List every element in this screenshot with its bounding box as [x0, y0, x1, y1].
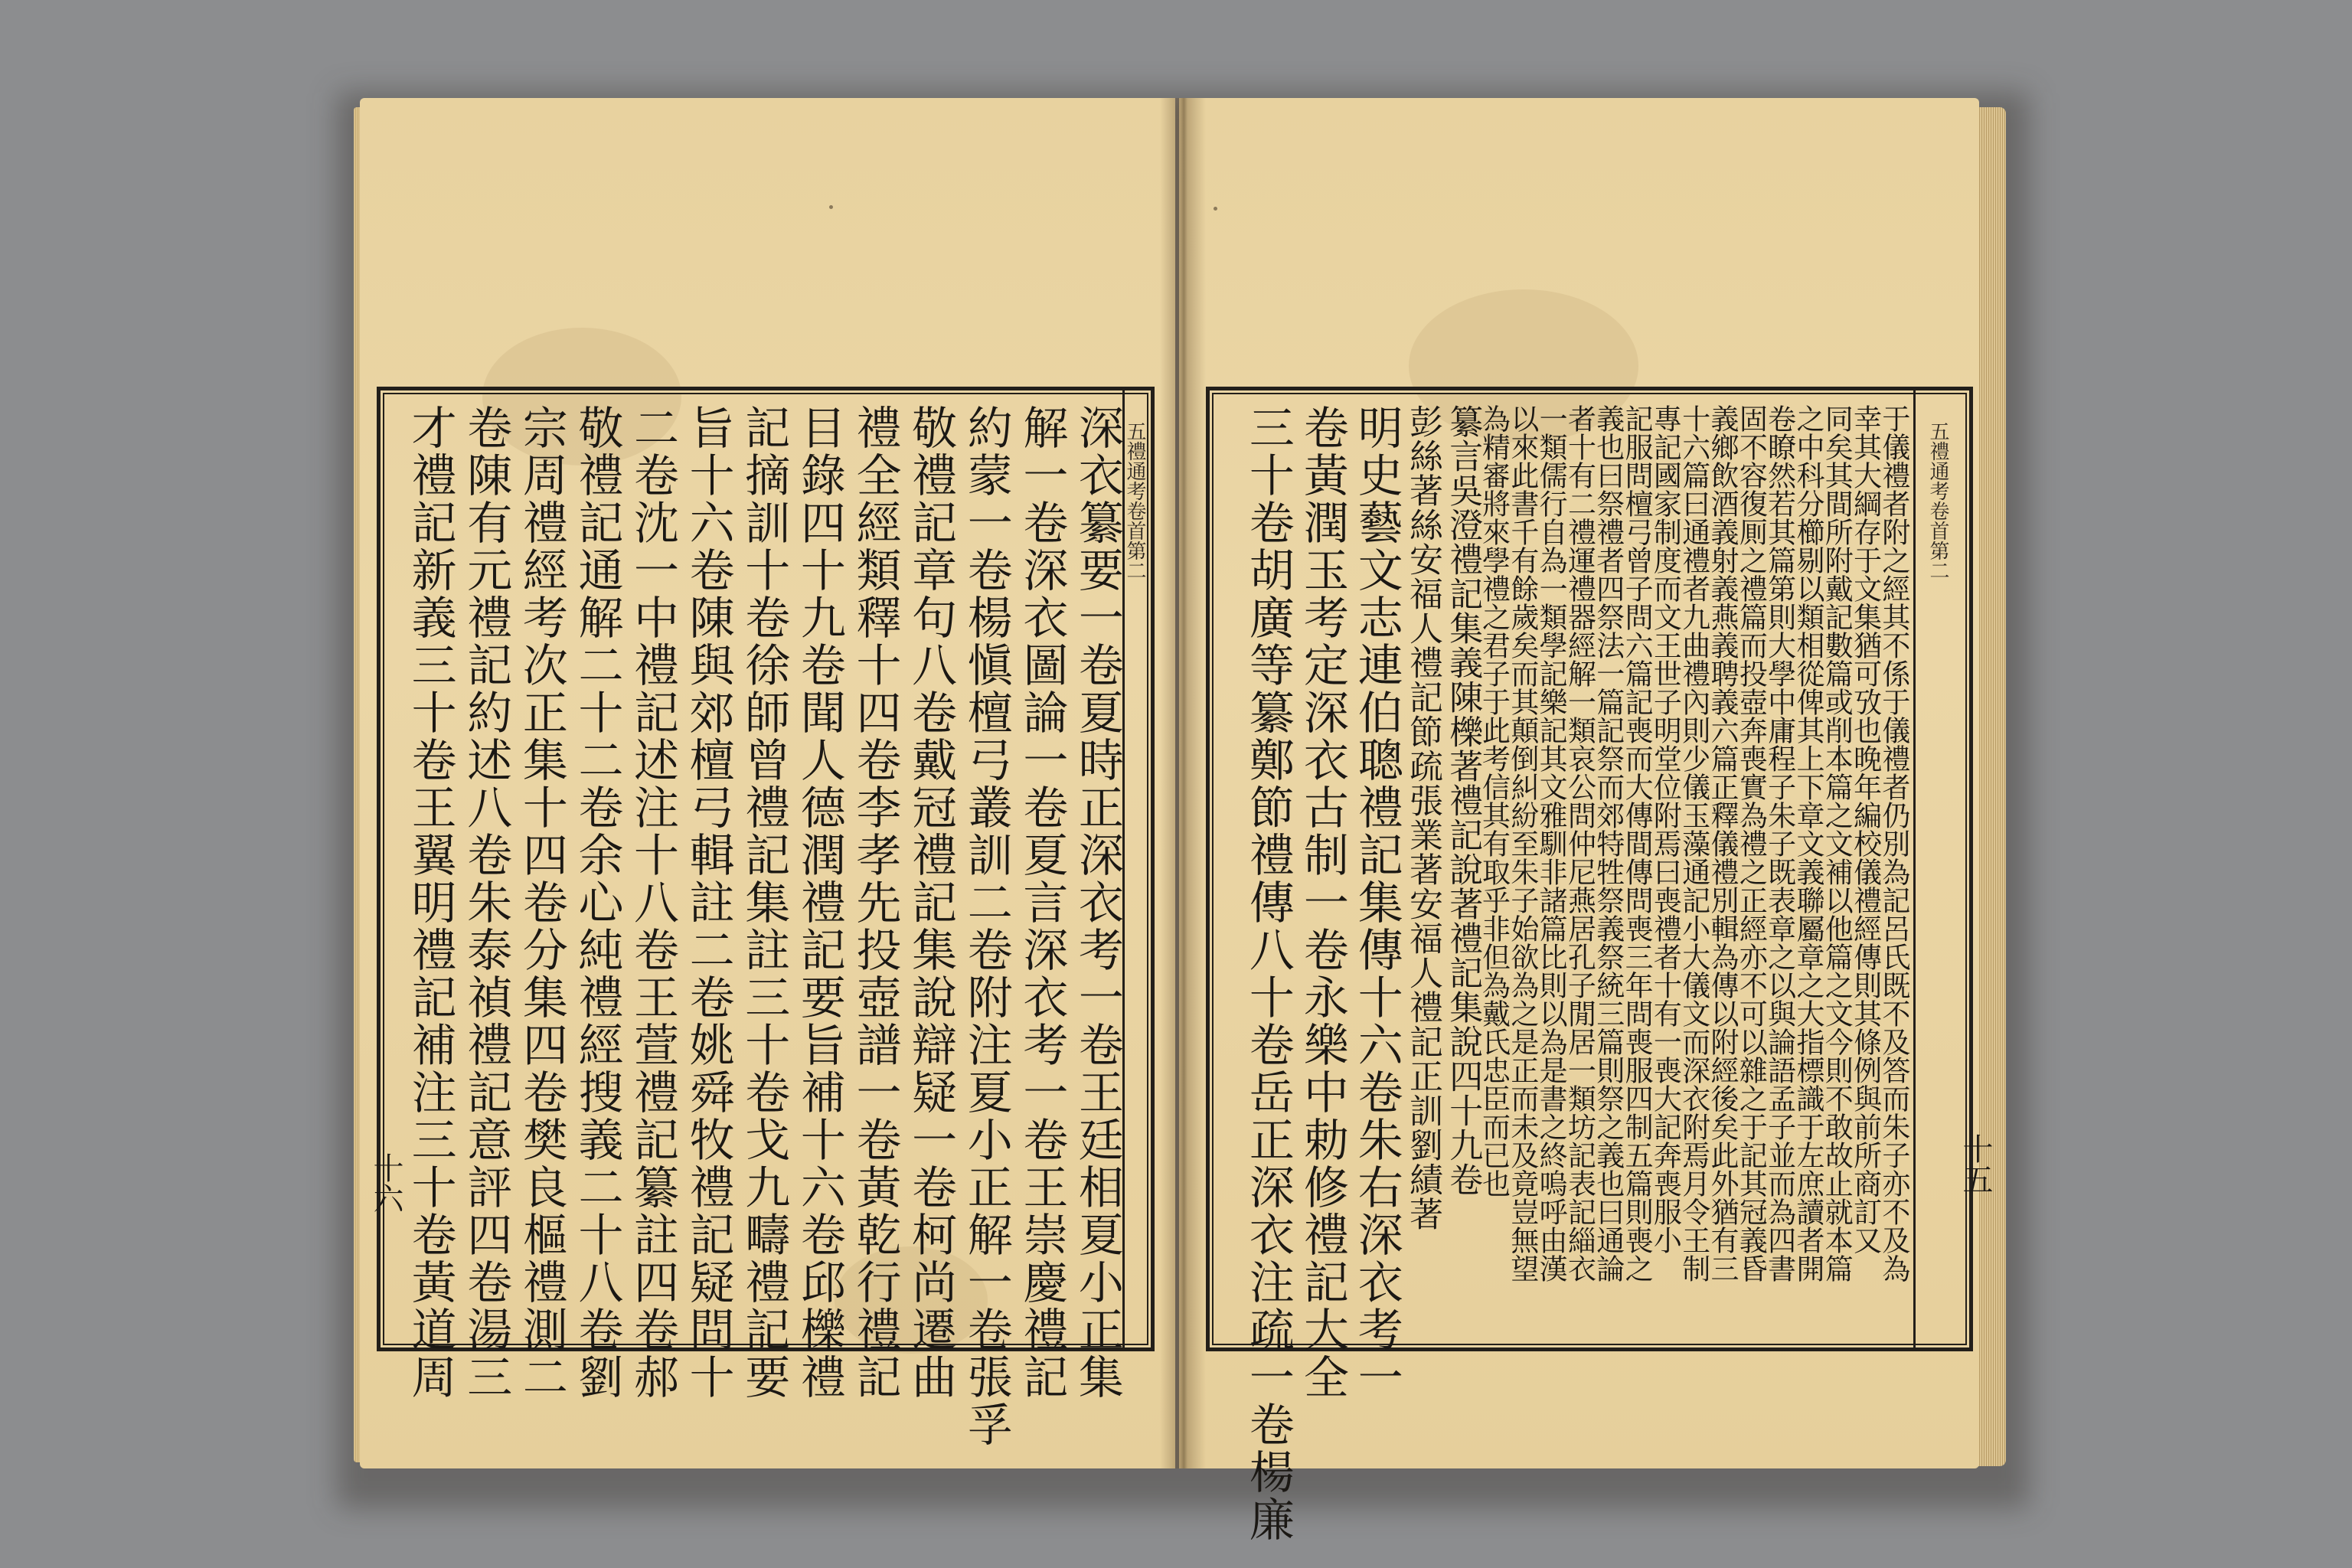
right-text-block [1206, 387, 1973, 1544]
text-column: 解一卷深衣圖論一卷夏言深衣考一卷王崇慶禮記 [1015, 404, 1069, 1401]
text-column: 記服問檀弓曾子問六篇記喪而大傳間傳問喪三年問喪服四制五篇則喪之 [1620, 404, 1654, 1282]
text-column: 一類儒行自為一類學記樂記其文雅馴非諸篇比則以為是書之終嗚呼由漢 [1534, 404, 1568, 1282]
left-fore-edge-strip [1122, 390, 1151, 1348]
text-column: 義也曰祭禮者四祭法一篇記祭而郊特牲祭義祭統三篇則祭之義也曰通論 [1591, 404, 1625, 1282]
text-column: 義鄉飲酒義射義燕義聘義六篇正釋儀禮別輯為傳以附經後矣此外猶有三 [1706, 404, 1740, 1282]
text-column: 卷黃潤玉考定深衣古制一卷永樂中勅修禮記大全 [1295, 404, 1349, 1401]
text-column: 敬禮記通解二十二卷余心純禮經搜義二十八卷劉 [570, 404, 624, 1401]
right-strip-title: 五禮通考卷首第二 [1926, 421, 1949, 580]
right-folio-number: 十五 [1958, 1133, 1993, 1194]
ink-speck [829, 205, 833, 209]
text-column: 才禮記新義三十卷王翼明禮記補注三十卷黃道周 [403, 404, 457, 1401]
text-column: 者十有二禮運禮器經解一類哀公問仲尼燕居孔子閒居一類坊記表記緇衣 [1563, 404, 1596, 1282]
text-column: 敬禮記章句八卷戴冠禮記集說辯疑一卷柯尚遷曲 [904, 404, 958, 1401]
text-column: 十六篇曰通禮者九曲禮內則少儀玉藻通記小大儀文而深衣附焉月令王制 [1677, 404, 1710, 1282]
text-column: 卷陳有元禮記約述八卷朱泰禎禮記意評四卷湯三 [459, 404, 513, 1401]
text-column: 二卷沈一中禮記述注十八卷王萱禮記纂註四卷郝 [626, 404, 680, 1401]
text-column: 禮全經類釋十四卷李孝先投壺譜一卷黃乾行禮記 [848, 404, 902, 1401]
text-column: 記摘訓十卷徐師曾禮記集註三十卷戈九疇禮記要 [737, 404, 791, 1401]
text-column: 為精審將來學禮之君子于此考信其有取乎非但為戴氏忠臣而已也 [1477, 404, 1511, 1197]
right-page-edges [1975, 107, 2006, 1466]
text-column: 卷瞭然若其篇第則大學中庸程子朱子既表章之以與論語孟子並而為四書 [1762, 404, 1796, 1282]
text-column: 于儀禮者附之經其不係于儀禮者仍別為記呂氏既不及答而朱子亦不及為 [1877, 404, 1910, 1282]
text-column: 旨十六卷陳與郊檀弓輯註二卷姚舜牧禮記疑問十 [681, 404, 735, 1401]
text-column: 深衣纂要一卷夏時正深衣考一卷王廷相夏小正集 [1070, 404, 1124, 1401]
left-columns [397, 390, 1124, 1449]
right-columns [1236, 390, 1910, 1544]
text-column: 宗周禮經考次正集十四卷分集四卷樊良樞禮測二 [514, 404, 568, 1401]
text-column: 專記國家制度而文王世子明堂位附焉曰喪禮者十有一喪大記奔喪服小 [1648, 404, 1682, 1254]
text-column: 彭絲著絲安福人禮記節疏張業著安福人禮記正訓劉績著 [1403, 404, 1442, 1231]
text-column: 纂言吳澄禮記集義陳櫟著禮記說著禮記集說四十九卷 [1443, 404, 1483, 1197]
text-column: 三十卷胡廣等纂鄭節禮傳八十卷岳正深衣注疏一卷楊廉 [1241, 404, 1295, 1544]
left-folio-number: 十六 [368, 1152, 403, 1214]
text-column: 目錄四十九卷聞人德潤禮記要旨補十六卷邱櫟禮 [792, 404, 846, 1401]
left-strip-title: 五禮通考卷首第二 [1123, 421, 1146, 580]
text-column: 以來此書千有餘歲矣而其顛倒糾紛至朱子始欲為之是正而未及竟豈無望 [1505, 404, 1539, 1282]
book-gutter [1160, 98, 1206, 1468]
ink-speck [1214, 207, 1217, 211]
text-column: 明史藝文志連伯聰禮記集傳十六卷朱右深衣考一 [1350, 404, 1403, 1401]
left-text-block [377, 387, 1155, 1449]
right-fore-edge-strip [1913, 390, 1969, 1348]
text-column: 同矣其間所附戴記數篇或削本篇之文補以他篇之文今則不敢故止就本篇 [1820, 404, 1854, 1282]
text-column: 之中科分櫛剔以類相從俾其上下章文義聯屬章之大指標識于左庶讀者開 [1791, 404, 1824, 1282]
text-column: 幸其大綱存于文集猶可攷也晚年編校儀禮經傳則其條例與前所商訂又 [1848, 404, 1882, 1254]
text-column: 固不容復厠之禮篇而投壺奔喪實為禮之正經亦不可以雜之于記其冠義昏 [1734, 404, 1768, 1282]
text-column: 約蒙一卷楊愼檀弓叢訓二卷附注夏小正解一卷張孚 [959, 404, 1013, 1449]
